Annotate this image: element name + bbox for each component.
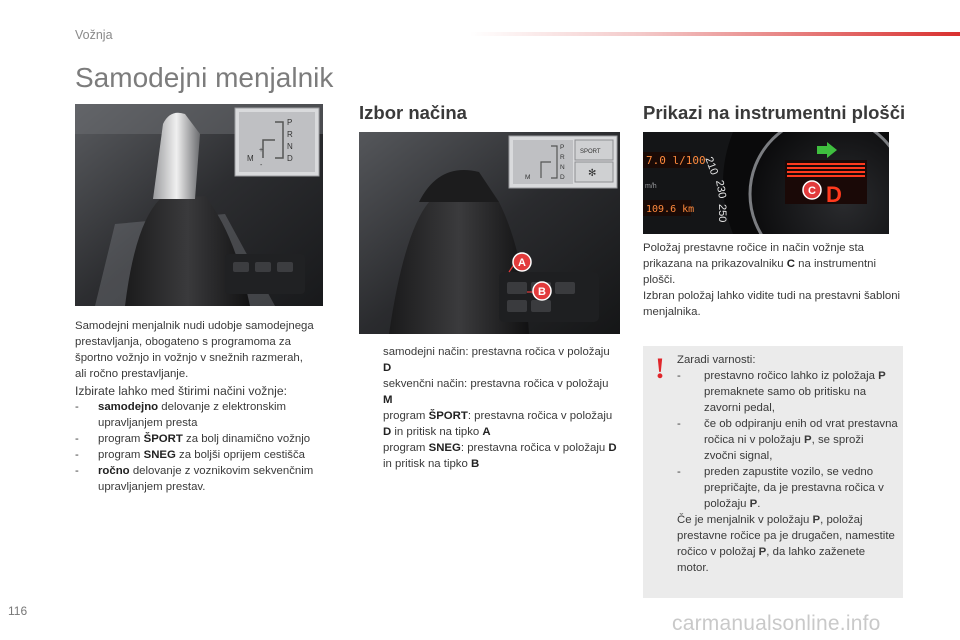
instrument-text [643,240,905,320]
gate-letter-m: M [247,154,254,163]
gear-lever-photo [75,104,323,306]
callout-b-label: B [538,286,546,298]
page-title: Samodejni menjalnik [75,62,334,93]
list-item: samodejni način: prestavna ročica v položaju D [383,346,610,374]
gate-letter-r: R [560,154,565,161]
page-number: 116 [8,604,28,618]
section-label: Vožnja [75,28,113,42]
gear-indicator: D [826,182,842,207]
callout-c-label: C [808,185,816,197]
mode-list [359,344,621,472]
mode-selection-heading: Izbor načina [359,102,467,123]
list-item: program ŠPORT: prestavna ročica v položaju D in pritisk na tipko A [383,410,613,438]
snow-button-icon: ✻ [588,168,597,179]
warning-icon: ! [655,352,665,385]
header-accent-bar [470,32,960,36]
list-item: - preden zapustite vozilo, se vedno prepričajte, da je prestavna ročica v položaju P. [677,464,899,512]
warning-end: Če je menjalnik v položaju P, položaj prestavne ročice pa je drugačen, namestite ročico v položaj P, da lahko zaženete motor. [677,514,895,574]
gate-letter-r: R [287,130,293,139]
list-item: - samodejno delovanje z elektronskim upravljanjem presta [75,399,343,431]
trip-distance: 109.6 km [646,204,695,215]
gate-letter-d: D [560,174,565,181]
list-item: sekvenčni način: prestavna ročica v položaju M [383,378,609,406]
list-item: - ročno delovanje z voznikovim sekvenčnim upravljanjem prestav. [75,463,343,495]
gate-letter-d: D [287,154,293,163]
list-item: program SNEG: prestavna ročica v položaju D in pritisk na tipko B [383,442,617,470]
gate-plus: + [259,147,264,154]
watermark: carmanualsonline.info [672,612,881,635]
sport-button-label: SPORT [580,149,601,155]
warning-text [677,352,899,576]
gate-letter-n: N [560,164,565,171]
intro-line-1: Samodejni menjalnik nudi udobje samodejnega [75,320,314,332]
intro-line-2: prestavljanja, obogateno s programoma za [75,336,291,348]
speed-250: 250 [716,204,728,223]
speed-unit: m/h [645,183,657,190]
gate-letter-p: P [560,144,565,151]
gate-minus: - [260,162,263,169]
trip-consumption: 7.0 l/100 [646,154,706,167]
gate-letter-n: N [287,142,293,151]
speed-210: 210 [702,155,721,177]
intro-line-4: ali ročno prestavljanje. [75,368,189,380]
warning-lead: Zaradi varnosti: [677,354,756,366]
gate-letter-m: M [525,174,531,181]
list-item: - prestavno ročico lahko iz položaja P premaknete samo ob pritisku na zavorni pedal, [677,368,899,416]
list-item: - če ob odpiranju enih od vrat prestavna ročica ni v položaju P, se sproži zvočni signal, [677,416,899,464]
instrument-cluster-photo [643,132,889,234]
mode-buttons-photo [359,132,620,334]
display-description: Položaj prestavne ročice in način vožnje sta prikazana na prikazovalniku C na instrumentni plošči. [643,242,877,286]
speed-230: 230 [713,179,729,200]
gate-description: Izbran položaj lahko vidite tudi na prestavni šabloni menjalnika. [643,290,901,318]
warning-box [643,346,903,598]
list-item: - program SNEG za boljši oprijem cestišča [75,447,343,463]
callout-a-label: A [518,257,526,269]
list-item: - program ŠPORT za bolj dinamično vožnjo [75,431,343,447]
modes-subhead: Izbirate lahko med štirimi načini vožnje: [75,384,288,398]
intro-text [75,318,343,495]
intro-line-3: športno vožnjo in vožnjo v snežnih razmerah, [75,352,303,364]
instrument-panel-heading: Prikazi na instrumentni plošči [643,102,906,123]
modes-list [75,399,343,495]
gate-letter-p: P [287,118,293,127]
